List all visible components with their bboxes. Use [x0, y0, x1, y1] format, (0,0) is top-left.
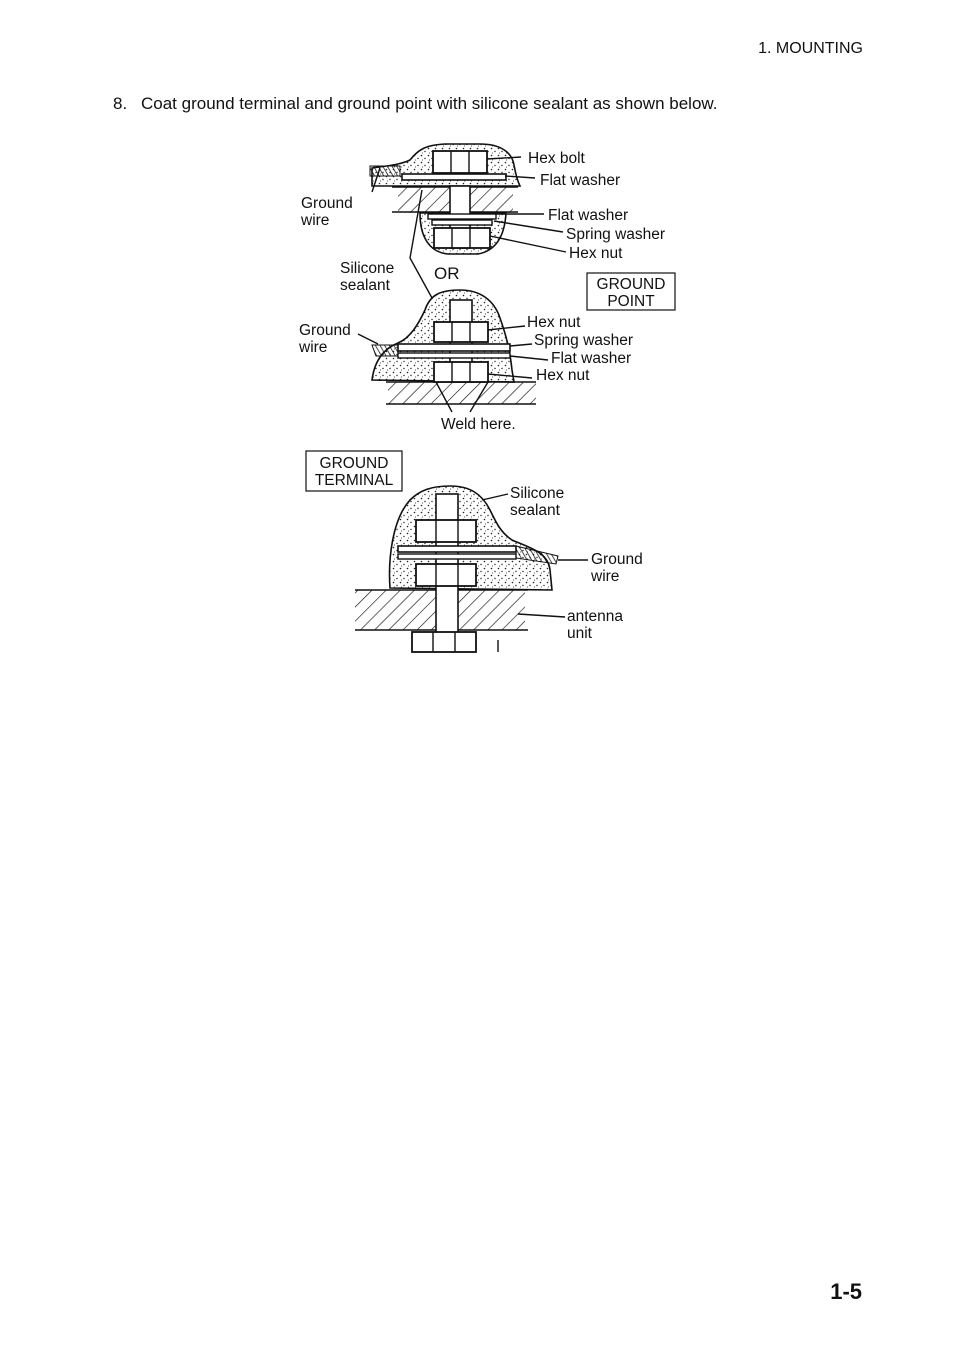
label-weld-here: Weld here.	[441, 416, 516, 433]
label-ground-terminal-1: GROUND	[319, 455, 389, 472]
label-spring-washer-top: Spring washer	[566, 226, 666, 243]
label-flat-washer-mid: Flat washer	[551, 350, 632, 367]
label-hex-nut-top: Hex nut	[569, 245, 623, 262]
label-ground-wire-top-1: Ground	[301, 195, 353, 212]
label-hex-bolt: Hex bolt	[528, 150, 585, 167]
label-hex-nut-mid-1: Hex nut	[527, 314, 581, 331]
label-silicone-bottom-1: Silicone	[510, 485, 565, 502]
running-header: 1. MOUNTING	[758, 40, 863, 57]
label-flat-washer-2: Flat washer	[548, 207, 629, 224]
label-ground-terminal-2: TERMINAL	[314, 472, 394, 489]
ground-point-diagram-bottom	[358, 290, 548, 412]
label-ground-wire-bottom-2: wire	[591, 568, 620, 585]
label-antenna-1: antenna	[567, 608, 624, 625]
label-silicone-bottom-2: sealant	[510, 502, 560, 519]
label-silicone-1: Silicone	[340, 260, 395, 277]
step-text: Coat ground terminal and ground point with silicone sealant as shown below.	[141, 94, 718, 113]
step-number: 8.	[113, 94, 128, 113]
label-ground-wire-bottom-1: Ground	[591, 551, 643, 568]
label-antenna-2: unit	[567, 625, 592, 642]
label-silicone-2: sealant	[340, 277, 390, 294]
label-ground-point-1: GROUND	[596, 276, 666, 293]
label-ground-point-2: POINT	[607, 293, 655, 310]
label-ground-wire-mid-1: Ground	[299, 322, 351, 339]
label-ground-wire-top-2: wire	[301, 212, 330, 229]
label-or: OR	[434, 264, 460, 283]
label-hex-nut-mid-2: Hex nut	[536, 367, 590, 384]
page-number: 1-5	[830, 1279, 862, 1304]
label-flat-washer-1: Flat washer	[540, 172, 621, 189]
label-ground-wire-mid-2: wire	[299, 339, 328, 356]
label-spring-washer-mid: Spring washer	[534, 332, 634, 349]
